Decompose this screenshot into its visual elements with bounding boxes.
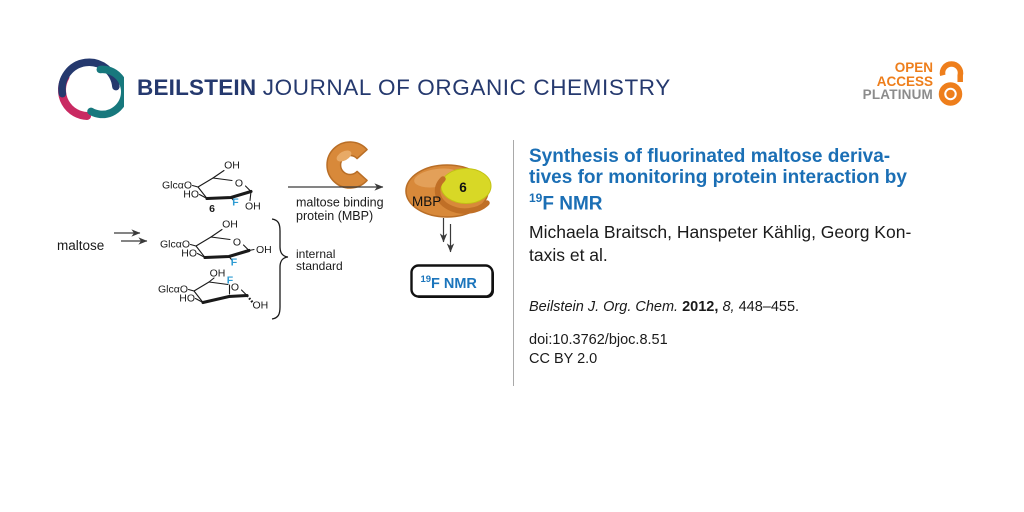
sugar-structure-1: [162, 160, 261, 216]
down-arrows: [444, 218, 451, 252]
open-access-platinum: PLATINUM: [862, 87, 933, 102]
nmr-label: F NMR: [431, 276, 477, 292]
article-title: [529, 146, 1009, 214]
s1-compound-number: 6: [209, 203, 215, 215]
s2-ho-label: HO: [181, 247, 197, 260]
s1-fluorine-label: F: [232, 196, 239, 209]
open-access-badge: [833, 61, 933, 102]
s2-ch2oh-label: OH: [222, 218, 238, 231]
internal-standard-line1: internal: [296, 247, 336, 261]
s3-ho-label: HO: [179, 292, 195, 305]
mbp-protein-icon: [327, 142, 367, 188]
article-doi: doi:10.3762/bjoc.8.51: [529, 332, 668, 348]
s3-glc-label: GlcαO: [158, 283, 188, 296]
beilstein-logo: [54, 52, 124, 126]
mbp-arrow-label-line1: maltose binding: [296, 195, 384, 210]
journal-name-bold: BEILSTEIN: [137, 75, 257, 100]
mbp-complex: [406, 165, 491, 217]
sugar-structure-3: [158, 268, 268, 312]
s1-anomeric-oh-label: OH: [245, 200, 261, 213]
citation-volume: 8,: [722, 299, 735, 315]
nmr-box: [412, 266, 495, 299]
s3-ring-o-label: O: [230, 281, 240, 294]
article-authors-line1: Michaela Braitsch, Hanspeter Kählig, Georg Kon-: [529, 222, 912, 242]
grouping-brace: [272, 219, 288, 319]
article-authors-line2: taxis et al.: [529, 245, 608, 265]
mbp-complex-label: MBP: [412, 194, 442, 209]
open-lock-icon: [936, 57, 966, 111]
citation-year: 2012,: [682, 299, 719, 315]
article-title-line2: tives for monitoring protein interaction by: [529, 167, 907, 188]
logo-arc-teal: [91, 69, 124, 114]
article-title-line3: $^{19}$F NMR: [529, 191, 603, 215]
article-authors: [529, 221, 1009, 267]
journal-name-rest: JOURNAL OF ORGANIC CHEMISTRY: [262, 75, 671, 100]
article-title-line1: Synthesis of fluorinated maltose deriva-: [529, 146, 891, 167]
citation-journal: Beilstein J. Org. Chem.: [529, 299, 679, 315]
mbp-arrow-label-line2: protein (MBP): [296, 209, 374, 223]
s3-fluorine-label: F: [226, 274, 234, 287]
maltose-label: maltose: [57, 238, 105, 253]
open-access-line1: OPEN: [894, 60, 933, 75]
sugar-structure-2: [160, 219, 272, 269]
s2-anomeric-oh-label: OH: [256, 244, 272, 256]
journal-name: [137, 76, 671, 100]
s3-anomeric-oh-label: OH: [252, 299, 269, 312]
s1-ring-o-label: O: [234, 177, 244, 190]
ligand-number-label: 6: [459, 180, 467, 195]
internal-standard-line2: standard: [296, 259, 343, 273]
s2-glc-label: GlcαO: [160, 238, 190, 251]
s1-ch2oh-label: OH: [224, 159, 240, 172]
s2-ring-o-label: O: [232, 236, 242, 249]
s3-ch2oh-label: OH: [209, 267, 226, 280]
article-license: CC BY 2.0: [529, 351, 598, 367]
article-citation: [529, 299, 1009, 315]
reaction-arrows: [114, 233, 147, 241]
s1-ho-label: HO: [183, 188, 199, 201]
title-superscript: 19: [529, 191, 543, 205]
internal-standard-label: [296, 247, 343, 273]
nmr-label-sup: 19: [420, 274, 432, 285]
s2-fluorine-label: F: [230, 256, 238, 269]
panel-divider: [513, 140, 514, 386]
citation-pages: 448–455.: [738, 299, 800, 315]
graphical-abstract: [0, 130, 512, 392]
open-access-line2: ACCESS: [876, 73, 933, 89]
mbp-arrow-label: [296, 196, 384, 224]
s1-glc-label: GlcαO: [162, 179, 192, 192]
